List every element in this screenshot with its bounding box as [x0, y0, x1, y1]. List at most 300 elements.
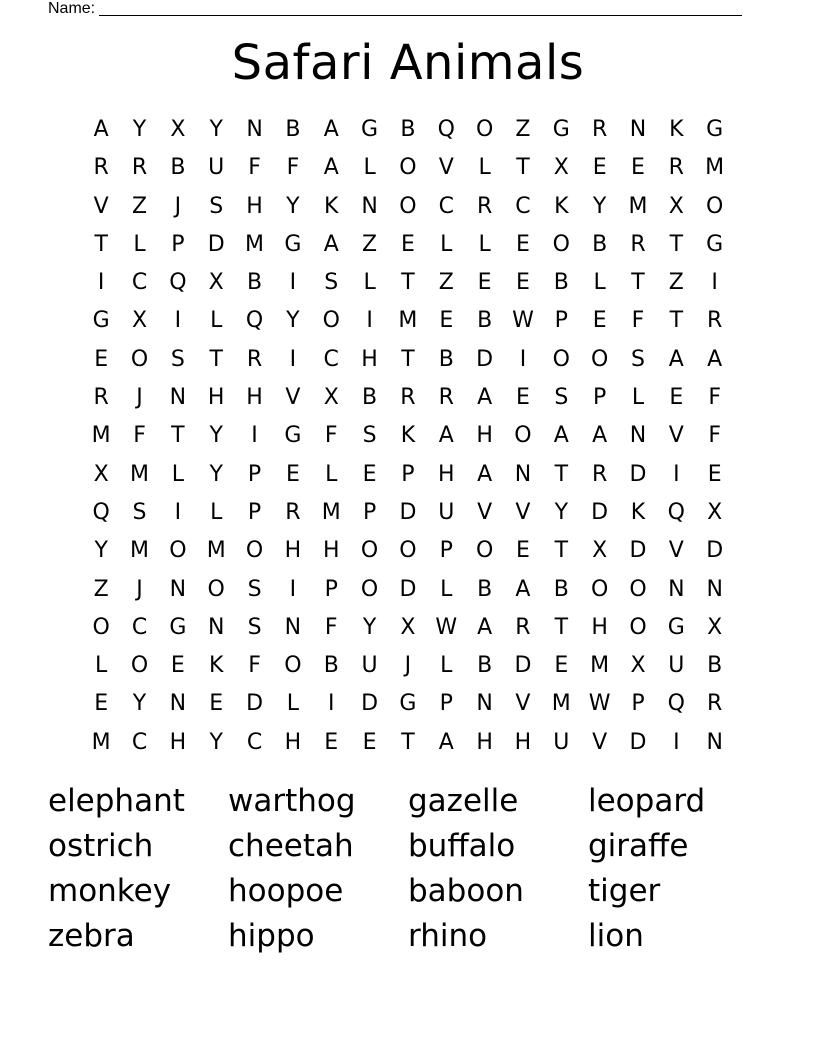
grid-cell[interactable]: X — [707, 499, 723, 525]
grid-cell[interactable]: E — [516, 385, 530, 411]
grid-cell[interactable]: T — [631, 270, 645, 296]
grid-cell[interactable]: D — [399, 576, 417, 602]
grid-cell[interactable]: B — [362, 385, 378, 411]
grid-cell[interactable]: N — [284, 614, 302, 640]
grid-cell[interactable]: E — [669, 385, 684, 411]
grid-cell[interactable]: Y — [209, 117, 223, 142]
grid-cell[interactable]: F — [708, 385, 721, 411]
grid-cell[interactable]: U — [208, 155, 225, 181]
grid-cell[interactable]: E — [362, 461, 377, 487]
grid-cell[interactable]: B — [477, 576, 493, 602]
grid-cell[interactable]: P — [593, 385, 607, 411]
grid-cell[interactable]: B — [170, 155, 186, 181]
grid-cell[interactable]: H — [514, 729, 532, 755]
grid-cell[interactable]: A — [438, 423, 454, 449]
grid-cell[interactable]: O — [245, 538, 264, 564]
grid-cell[interactable]: F — [324, 423, 338, 449]
grid-cell[interactable]: A — [477, 614, 493, 640]
grid-cell[interactable]: O — [552, 346, 570, 372]
grid-cell[interactable]: X — [208, 270, 224, 296]
grid-cell[interactable]: X — [323, 385, 339, 411]
word-list-item: hoopoe — [228, 873, 344, 909]
grid-cell[interactable]: E — [516, 538, 530, 564]
grid-cell[interactable]: K — [208, 653, 224, 679]
grid-cell[interactable]: R — [93, 385, 109, 411]
grid-cell[interactable]: T — [401, 729, 415, 755]
grid-cell[interactable]: X — [131, 308, 148, 334]
grid-cell[interactable]: P — [247, 499, 262, 525]
grid-cell[interactable]: L — [478, 155, 491, 181]
grid-cell[interactable]: Y — [286, 308, 300, 334]
grid-cell[interactable]: F — [324, 614, 338, 640]
grid-cell[interactable]: I — [327, 691, 335, 717]
grid-cell[interactable]: L — [631, 385, 645, 411]
grid-cell[interactable]: G — [552, 117, 570, 142]
grid-cell[interactable]: X — [630, 653, 646, 679]
grid-cell[interactable]: I — [251, 423, 258, 449]
grid-cell[interactable]: B — [477, 308, 493, 334]
grid-cell[interactable]: O — [590, 576, 609, 602]
grid-cell[interactable]: I — [519, 346, 527, 372]
grid-cell[interactable]: T — [669, 231, 684, 257]
grid-cell[interactable]: Y — [362, 614, 377, 640]
grid-cell[interactable]: W — [588, 691, 611, 717]
grid-cell[interactable]: P — [439, 691, 453, 717]
grid-cell[interactable]: M — [130, 538, 149, 564]
grid-cell[interactable]: O — [475, 538, 494, 564]
grid-cell[interactable]: I — [97, 270, 105, 296]
grid-cell[interactable]: A — [323, 231, 339, 257]
grid-cell[interactable]: E — [209, 691, 224, 717]
grid-cell[interactable]: R — [131, 155, 148, 181]
grid-cell[interactable]: T — [171, 423, 185, 449]
grid-cell[interactable]: R — [591, 117, 608, 142]
grid-cell[interactable]: C — [323, 346, 339, 372]
grid-cell[interactable]: R — [93, 155, 109, 181]
grid-cell[interactable]: H — [284, 538, 302, 564]
grid-cell[interactable]: E — [477, 270, 492, 296]
grid-cell[interactable]: V — [93, 193, 109, 219]
name-write-line[interactable] — [99, 0, 742, 16]
grid-cell[interactable]: F — [631, 308, 645, 334]
word-list-item: cheetah — [228, 828, 354, 864]
grid-cell[interactable]: T — [401, 346, 415, 372]
grid-cell[interactable]: O — [130, 346, 149, 372]
grid-cell[interactable]: O — [590, 346, 609, 372]
grid-cell[interactable]: B — [707, 653, 723, 679]
grid-cell[interactable]: H — [591, 614, 608, 640]
grid-cell[interactable]: C — [515, 193, 531, 219]
grid-cell[interactable]: H — [246, 193, 263, 219]
grid-cell[interactable]: O — [169, 538, 187, 564]
grid-cell[interactable]: E — [516, 270, 530, 296]
grid-cell[interactable]: I — [289, 576, 297, 602]
grid-cell[interactable]: A — [515, 576, 531, 602]
grid-cell[interactable]: Y — [209, 461, 223, 487]
grid-cell[interactable]: T — [209, 346, 223, 372]
grid-cell[interactable]: O — [514, 423, 532, 449]
grid-cell[interactable]: N — [169, 576, 187, 602]
grid-cell[interactable]: L — [210, 308, 223, 334]
grid-cell[interactable]: S — [247, 576, 262, 602]
grid-cell[interactable]: Z — [515, 117, 531, 142]
grid-cell[interactable]: U — [438, 499, 455, 525]
grid-cell[interactable]: P — [171, 231, 185, 257]
grid-cell[interactable]: Y — [132, 117, 147, 142]
grid-cell[interactable]: Z — [131, 193, 148, 219]
grid-cell[interactable]: O — [360, 538, 379, 564]
grid-cell[interactable]: T — [554, 538, 569, 564]
grid-cell[interactable]: Y — [554, 499, 569, 525]
grid-cell[interactable]: L — [286, 691, 300, 717]
grid-cell[interactable]: T — [554, 461, 569, 487]
grid-cell[interactable]: W — [435, 614, 458, 640]
grid-cell[interactable]: E — [285, 461, 300, 487]
grid-cell[interactable]: A — [323, 117, 339, 142]
grid-cell[interactable]: I — [289, 346, 297, 372]
grid-cell[interactable]: D — [629, 461, 647, 487]
grid-cell[interactable]: B — [438, 346, 454, 372]
grid-cell[interactable]: H — [476, 423, 493, 449]
grid-cell[interactable]: H — [437, 461, 455, 487]
grid-cell[interactable]: Y — [209, 423, 223, 449]
grid-cell[interactable]: B — [477, 653, 493, 679]
grid-cell[interactable]: O — [284, 653, 302, 679]
grid-cell[interactable]: Q — [169, 270, 187, 296]
grid-cell[interactable]: E — [94, 691, 109, 717]
grid-cell[interactable]: C — [438, 193, 454, 219]
grid-cell[interactable]: D — [207, 231, 225, 257]
grid-cell[interactable]: H — [361, 346, 378, 372]
grid-cell[interactable]: Q — [667, 691, 685, 717]
grid-cell[interactable]: G — [284, 423, 302, 449]
grid-cell[interactable]: L — [363, 270, 376, 296]
grid-cell[interactable]: B — [553, 270, 569, 296]
grid-cell[interactable]: G — [399, 691, 417, 717]
grid-cell[interactable]: V — [285, 385, 301, 411]
grid-cell[interactable]: O — [399, 193, 417, 219]
grid-cell[interactable]: L — [478, 231, 491, 257]
grid-cell[interactable]: V — [477, 499, 493, 525]
grid-cell[interactable]: A — [477, 385, 493, 411]
grid-cell[interactable]: O — [475, 117, 494, 142]
grid-cell[interactable]: F — [708, 423, 721, 449]
grid-cell[interactable]: P — [554, 308, 568, 334]
grid-cell[interactable]: I — [366, 308, 373, 334]
grid-cell[interactable]: B — [400, 117, 416, 142]
grid-cell[interactable]: M — [206, 538, 226, 564]
grid-cell[interactable]: X — [707, 614, 723, 640]
grid-cell[interactable]: I — [174, 499, 182, 525]
grid-cell[interactable]: N — [706, 729, 723, 755]
grid-cell[interactable]: Y — [592, 193, 607, 219]
grid-cell[interactable]: R — [476, 193, 493, 219]
grid-row — [82, 379, 734, 417]
grid-cell[interactable]: D — [514, 653, 532, 679]
grid-cell[interactable]: B — [285, 117, 301, 142]
grid-cell[interactable]: M — [398, 308, 418, 334]
grid-cell[interactable]: Y — [94, 538, 108, 564]
grid-cell[interactable]: R — [246, 346, 263, 372]
grid-cell[interactable]: R — [591, 461, 608, 487]
grid-cell[interactable]: L — [440, 576, 453, 602]
grid-cell[interactable]: A — [668, 346, 684, 372]
grid-cell[interactable]: G — [667, 614, 685, 640]
grid-cell[interactable]: G — [169, 614, 187, 640]
grid-cell[interactable]: R — [668, 155, 684, 181]
grid-cell[interactable]: L — [440, 653, 453, 679]
grid-cell[interactable]: I — [174, 308, 182, 334]
grid-cell[interactable]: V — [668, 538, 684, 564]
grid-cell[interactable]: A — [323, 155, 339, 181]
grid-cell[interactable]: L — [440, 231, 453, 257]
grid-cell[interactable]: U — [668, 653, 685, 679]
grid-cell[interactable]: O — [629, 614, 647, 640]
grid-cell[interactable]: T — [401, 270, 415, 296]
grid-cell[interactable]: R — [285, 499, 301, 525]
grid-cell[interactable]: N — [629, 117, 647, 142]
grid-cell[interactable]: H — [476, 729, 493, 755]
grid-cell[interactable]: L — [593, 270, 606, 296]
grid-cell[interactable]: V — [592, 729, 608, 755]
grid-cell[interactable]: N — [361, 193, 378, 219]
grid-cell[interactable]: B — [323, 653, 339, 679]
word-list-item: warthog — [228, 783, 356, 819]
grid-cell[interactable]: J — [136, 385, 143, 411]
grid-cell[interactable]: G — [92, 308, 110, 334]
grid-cell[interactable]: J — [174, 193, 182, 219]
grid-cell[interactable]: S — [247, 614, 262, 640]
grid-cell[interactable]: E — [170, 653, 185, 679]
grid-cell[interactable]: C — [131, 614, 148, 640]
grid-cell[interactable]: E — [94, 346, 109, 372]
grid-cell[interactable]: X — [170, 117, 186, 142]
grid-cell[interactable]: I — [289, 270, 297, 296]
grid-cell[interactable]: X — [93, 461, 109, 487]
grid-cell[interactable]: C — [131, 729, 148, 755]
grid-cell[interactable]: Q — [245, 308, 264, 334]
grid-cell[interactable]: C — [131, 270, 148, 296]
word-list-item: monkey — [48, 873, 172, 909]
grid-cell[interactable]: V — [438, 155, 454, 181]
grid-cell[interactable]: M — [321, 499, 341, 525]
grid-cell[interactable]: L — [171, 461, 184, 487]
grid-cell[interactable]: X — [400, 614, 416, 640]
grid-cell[interactable]: H — [169, 729, 187, 755]
grid-cell[interactable]: T — [94, 231, 108, 257]
grid-cell[interactable]: E — [592, 308, 607, 334]
grid-cell[interactable]: O — [92, 614, 110, 640]
grid-cell[interactable]: P — [247, 461, 262, 487]
grid-cell[interactable]: X — [592, 538, 608, 564]
grid-cell[interactable]: M — [628, 193, 648, 219]
grid-cell[interactable]: S — [132, 499, 147, 525]
grid-cell[interactable]: Y — [286, 193, 300, 219]
grid-cell[interactable]: M — [91, 729, 111, 755]
grid-cell[interactable]: M — [91, 423, 111, 449]
grid-cell[interactable]: E — [592, 155, 607, 181]
grid-cell[interactable]: O — [399, 538, 417, 564]
grid-cell[interactable]: E — [400, 231, 415, 257]
grid-cell[interactable]: L — [95, 653, 108, 679]
grid-cell[interactable]: N — [246, 117, 263, 142]
grid-cell[interactable]: K — [630, 499, 646, 525]
grid-cell[interactable]: R — [630, 231, 646, 257]
grid-cell[interactable]: S — [631, 346, 645, 372]
grid-cell[interactable]: P — [631, 691, 645, 717]
grid-cell[interactable]: M — [130, 461, 149, 487]
grid-cell[interactable]: D — [361, 691, 379, 717]
grid-cell[interactable]: I — [673, 461, 680, 487]
grid-cell[interactable]: K — [400, 423, 416, 449]
grid-cell[interactable]: P — [324, 576, 338, 602]
grid-cell[interactable]: Y — [209, 729, 223, 755]
grid-row — [82, 341, 734, 379]
grid-cell[interactable]: O — [322, 308, 340, 334]
grid-cell[interactable]: Q — [437, 117, 455, 142]
grid-cell[interactable]: K — [554, 193, 569, 219]
grid-cell[interactable]: D — [591, 499, 609, 525]
grid-cell[interactable]: F — [248, 653, 261, 679]
grid-cell[interactable]: O — [706, 193, 724, 219]
grid-cell[interactable]: K — [324, 193, 339, 219]
grid-cell[interactable]: T — [669, 308, 684, 334]
grid-cell[interactable]: I — [673, 729, 680, 755]
grid-cell[interactable]: Z — [93, 576, 109, 602]
grid-cell[interactable]: A — [707, 346, 723, 372]
grid-cell[interactable]: Z — [438, 270, 454, 296]
grid-cell[interactable]: N — [169, 691, 187, 717]
grid-cell[interactable]: S — [554, 385, 569, 411]
grid-cell[interactable]: Z — [362, 231, 378, 257]
grid-cell[interactable]: R — [438, 385, 454, 411]
grid-cell[interactable]: S — [170, 346, 185, 372]
grid-cell[interactable]: U — [361, 653, 378, 679]
grid-cell[interactable]: R — [400, 385, 416, 411]
grid-cell[interactable]: L — [133, 231, 146, 257]
grid-cell[interactable]: M — [551, 691, 571, 717]
grid-cell[interactable]: H — [207, 385, 225, 411]
grid-cell[interactable]: N — [668, 576, 685, 602]
grid-cell[interactable]: E — [516, 231, 530, 257]
grid-row — [82, 685, 734, 723]
grid-cell[interactable]: R — [515, 614, 531, 640]
grid-cell[interactable]: Y — [132, 691, 147, 717]
grid-cell[interactable]: J — [136, 576, 143, 602]
grid-cell[interactable]: F — [286, 155, 300, 181]
grid-cell[interactable]: E — [554, 653, 569, 679]
grid-cell[interactable]: F — [133, 423, 146, 449]
grid-cell[interactable]: D — [706, 538, 724, 564]
word-list-item: zebra — [48, 918, 135, 954]
grid-cell[interactable]: V — [515, 691, 531, 717]
grid-cell[interactable]: I — [711, 270, 718, 296]
grid-cell[interactable]: D — [246, 691, 264, 717]
grid-cell[interactable]: R — [707, 308, 723, 334]
grid-cell[interactable]: T — [554, 614, 569, 640]
grid-cell[interactable]: O — [552, 231, 570, 257]
grid-cell[interactable]: A — [438, 729, 454, 755]
grid-cell[interactable]: L — [210, 499, 223, 525]
grid-cell[interactable]: P — [362, 499, 377, 525]
grid-cell[interactable]: S — [324, 270, 339, 296]
grid-cell[interactable]: A — [553, 423, 569, 449]
grid-cell[interactable]: X — [553, 155, 569, 181]
grid-cell[interactable]: A — [592, 423, 608, 449]
grid-cell[interactable]: A — [477, 461, 493, 487]
grid-cell[interactable]: O — [360, 576, 379, 602]
grid-cell[interactable]: H — [322, 538, 340, 564]
grid-cell[interactable]: E — [439, 308, 454, 334]
grid-row — [82, 456, 734, 494]
grid-cell[interactable]: B — [592, 231, 608, 257]
grid-cell[interactable]: H — [284, 729, 302, 755]
grid-cell[interactable]: O — [207, 576, 225, 602]
grid-cell[interactable]: G — [361, 117, 379, 142]
grid-cell[interactable]: M — [590, 653, 610, 679]
grid-cell[interactable]: N — [169, 385, 187, 411]
grid-cell[interactable]: N — [706, 576, 723, 602]
grid-cell[interactable]: B — [553, 576, 569, 602]
grid-cell[interactable]: L — [363, 155, 376, 181]
grid-cell[interactable]: V — [515, 499, 531, 525]
grid-cell[interactable]: Q — [92, 499, 110, 525]
grid-cell[interactable]: S — [209, 193, 224, 219]
grid-cell[interactable]: O — [629, 576, 647, 602]
grid-cell[interactable]: A — [93, 117, 109, 142]
grid-cell[interactable]: E — [362, 729, 377, 755]
grid-cell[interactable]: C — [246, 729, 263, 755]
grid-cell[interactable]: P — [439, 538, 453, 564]
grid-cell[interactable]: Z — [668, 270, 684, 296]
grid-cell[interactable]: M — [245, 231, 265, 257]
grid-cell[interactable]: O — [130, 653, 149, 679]
grid-cell[interactable]: P — [401, 461, 415, 487]
grid-cell[interactable]: D — [629, 729, 647, 755]
grid-row — [82, 532, 734, 570]
grid-cell[interactable]: X — [668, 193, 684, 219]
grid-cell[interactable]: V — [668, 423, 684, 449]
grid-cell[interactable]: U — [553, 729, 570, 755]
grid-cell[interactable]: Q — [667, 499, 685, 525]
grid-cell[interactable]: D — [476, 346, 494, 372]
grid-cell[interactable]: F — [248, 155, 261, 181]
grid-cell[interactable]: D — [629, 538, 647, 564]
grid-cell[interactable]: E — [324, 729, 339, 755]
grid-cell[interactable]: G — [706, 117, 724, 142]
grid-cell[interactable]: R — [707, 691, 723, 717]
grid-cell[interactable]: E — [631, 155, 645, 181]
grid-cell[interactable]: O — [399, 155, 417, 181]
grid-cell[interactable]: K — [669, 117, 684, 142]
grid-cell[interactable]: M — [705, 155, 725, 181]
grid-cell[interactable]: S — [362, 423, 377, 449]
grid-cell[interactable]: N — [514, 461, 532, 487]
grid-cell[interactable]: D — [399, 499, 417, 525]
grid-cell[interactable]: W — [512, 308, 534, 334]
grid-cell[interactable]: T — [516, 155, 530, 181]
grid-cell[interactable]: N — [629, 423, 647, 449]
grid-cell[interactable]: L — [325, 461, 338, 487]
grid-cell[interactable]: H — [246, 385, 263, 411]
grid-cell[interactable]: N — [476, 691, 493, 717]
grid-cell[interactable]: J — [404, 653, 412, 679]
grid-cell[interactable]: E — [707, 461, 722, 487]
grid-cell[interactable]: G — [706, 231, 724, 257]
grid-cell[interactable]: N — [207, 614, 225, 640]
grid-cell[interactable]: G — [284, 231, 302, 257]
grid-cell[interactable]: B — [247, 270, 263, 296]
